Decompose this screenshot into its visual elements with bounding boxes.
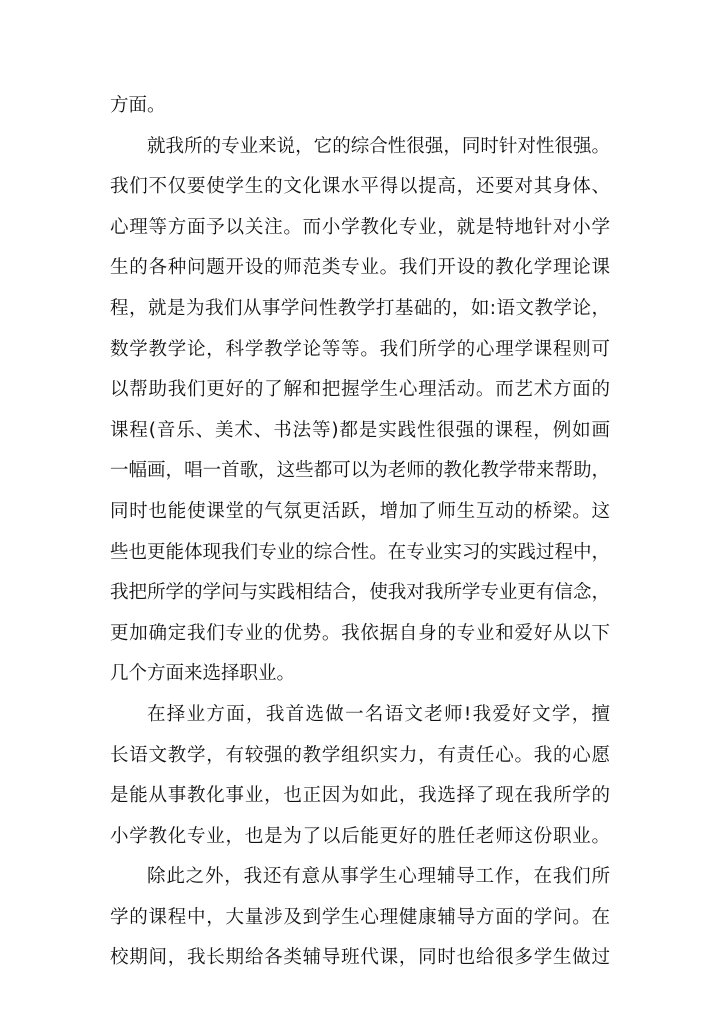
text-line: 我把所学的学问与实践相结合，使我对我所学专业更有信念， bbox=[110, 582, 610, 604]
text-line: 课程(音乐、美术、书法等)都是实践性很强的课程，例如画 bbox=[110, 419, 610, 441]
text-line: 方面。 bbox=[110, 95, 166, 116]
text-line: 小学教化专业，也是为了以后能更好的胜任老师这份职业。 bbox=[110, 825, 610, 847]
text-line: 同时也能使课堂的气氛更活跃，增加了师生互动的桥梁。这 bbox=[110, 500, 610, 522]
text-line: 我们不仅要使学生的文化课水平得以提高，还要对其身体、 bbox=[110, 176, 610, 198]
text-line: 长语文教学，有较强的教学组织实力，有责任心。我的心愿 bbox=[110, 744, 610, 766]
text-line: 数学教学论，科学教学论等等。我们所学的心理学课程则可 bbox=[110, 338, 610, 360]
text-line: 程，就是为我们从事学问性教学打基础的，如:语文教学论， bbox=[110, 297, 610, 319]
text-line: 就我所的专业来说，它的综合性很强，同时针对性很强。 bbox=[147, 135, 610, 157]
text-line: 是能从事教化事业，也正因为如此，我选择了现在我所学的 bbox=[110, 785, 610, 807]
text-line: 在择业方面，我首选做一名语文老师!我爱好文学，擅 bbox=[147, 703, 610, 725]
text-line: 校期间，我长期给各类辅导班代课，同时也给很多学生做过 bbox=[110, 947, 610, 969]
text-line: 以帮助我们更好的了解和把握学生心理活动。而艺术方面的 bbox=[110, 379, 610, 401]
document-body bbox=[110, 86, 610, 979]
text-line: 几个方面来选择职业。 bbox=[110, 663, 296, 685]
text-line: 除此之外，我还有意从事学生心理辅导工作，在我们所 bbox=[147, 866, 610, 888]
text-line: 一幅画，唱一首歌，这些都可以为老师的教化教学带来帮助， bbox=[110, 460, 610, 482]
text-line: 心理等方面予以关注。而小学教化专业，就是特地针对小学 bbox=[110, 216, 610, 238]
text-line: 学的课程中，大量涉及到学生心理健康辅导方面的学问。在 bbox=[110, 906, 610, 928]
text-line: 些也更能体现我们专业的综合性。在专业实习的实践过程中， bbox=[110, 541, 610, 563]
text-line: 更加确定我们专业的优势。我依据自身的专业和爱好从以下 bbox=[110, 622, 610, 644]
text-line: 生的各种问题开设的师范类专业。我们开设的教化学理论课 bbox=[110, 257, 610, 279]
